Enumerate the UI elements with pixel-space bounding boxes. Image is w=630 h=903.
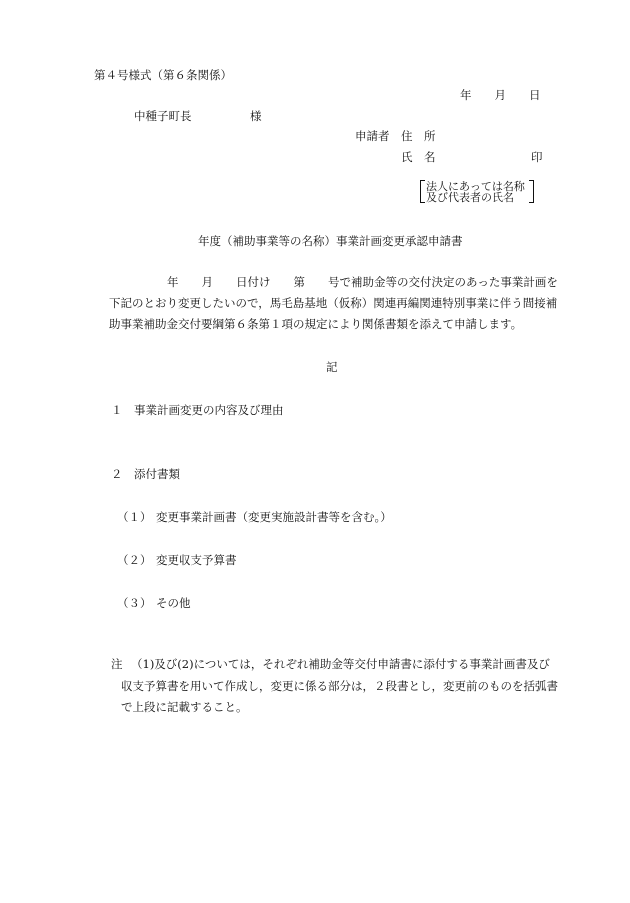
attachment-1-text: 変更事業計画書（変更実施設計書等を含む。） (156, 510, 392, 524)
note-line-2: 収支予算書を用いて作成し，変更に係る部分は，２段書とし，変更前のものを括弧書 (121, 679, 558, 693)
corporate-note-line2: 及び代表者の氏名 (426, 191, 514, 204)
bracket-right (529, 180, 534, 203)
address-label: 住 所 (401, 129, 436, 143)
applicant-label: 申請者 (355, 129, 390, 143)
form-number: 第４号様式（第６条関係） (94, 68, 232, 82)
attachment-3-number: （３） (117, 596, 152, 610)
corporate-note (420, 180, 534, 203)
addressee-honorific: 様 (250, 109, 262, 123)
body-line-2: 下記のとおり変更したいので，馬毛島基地（仮称）関連再編関連特別事業に伴う間接補 (109, 296, 558, 310)
attachment-2-number: （２） (117, 553, 152, 567)
body-line-1: 年 月 日付け 第 号で補助金等の交付決定のあった事業計画を (167, 275, 558, 289)
attachment-1-number: （１） (117, 510, 152, 524)
name-label: 氏 名 (401, 150, 436, 164)
note-line-3: で上段に記載すること。 (121, 700, 248, 714)
note-label: 注 (111, 657, 123, 671)
ki-heading: 記 (326, 360, 338, 374)
corporate-note-line1: 法人にあっては名称 (426, 180, 525, 193)
section1-text: 事業計画変更の内容及び理由 (134, 403, 284, 417)
bracket-left (420, 180, 425, 203)
body-line-3: 助事業補助金交付要綱第６条第１項の規定により関係書類を添えて申請します。 (109, 317, 523, 331)
addressee: 中種子町長 (134, 109, 192, 123)
section2-text: 添付書類 (134, 467, 180, 481)
section2-number: ２ (111, 467, 123, 481)
document-title: 年度（補助事業等の名称）事業計画変更承認申請書 (198, 234, 463, 248)
date-line: 年 月 日 (460, 88, 541, 102)
attachment-3-text: その他 (156, 596, 191, 610)
attachment-2-text: 変更収支予算書 (156, 553, 237, 567)
seal-mark: 印 (531, 150, 543, 164)
section1-number: １ (111, 403, 123, 417)
note-line-1: （1)及び(2)については，それぞれ補助金等交付申請書に添付する事業計画書及び (131, 657, 550, 671)
